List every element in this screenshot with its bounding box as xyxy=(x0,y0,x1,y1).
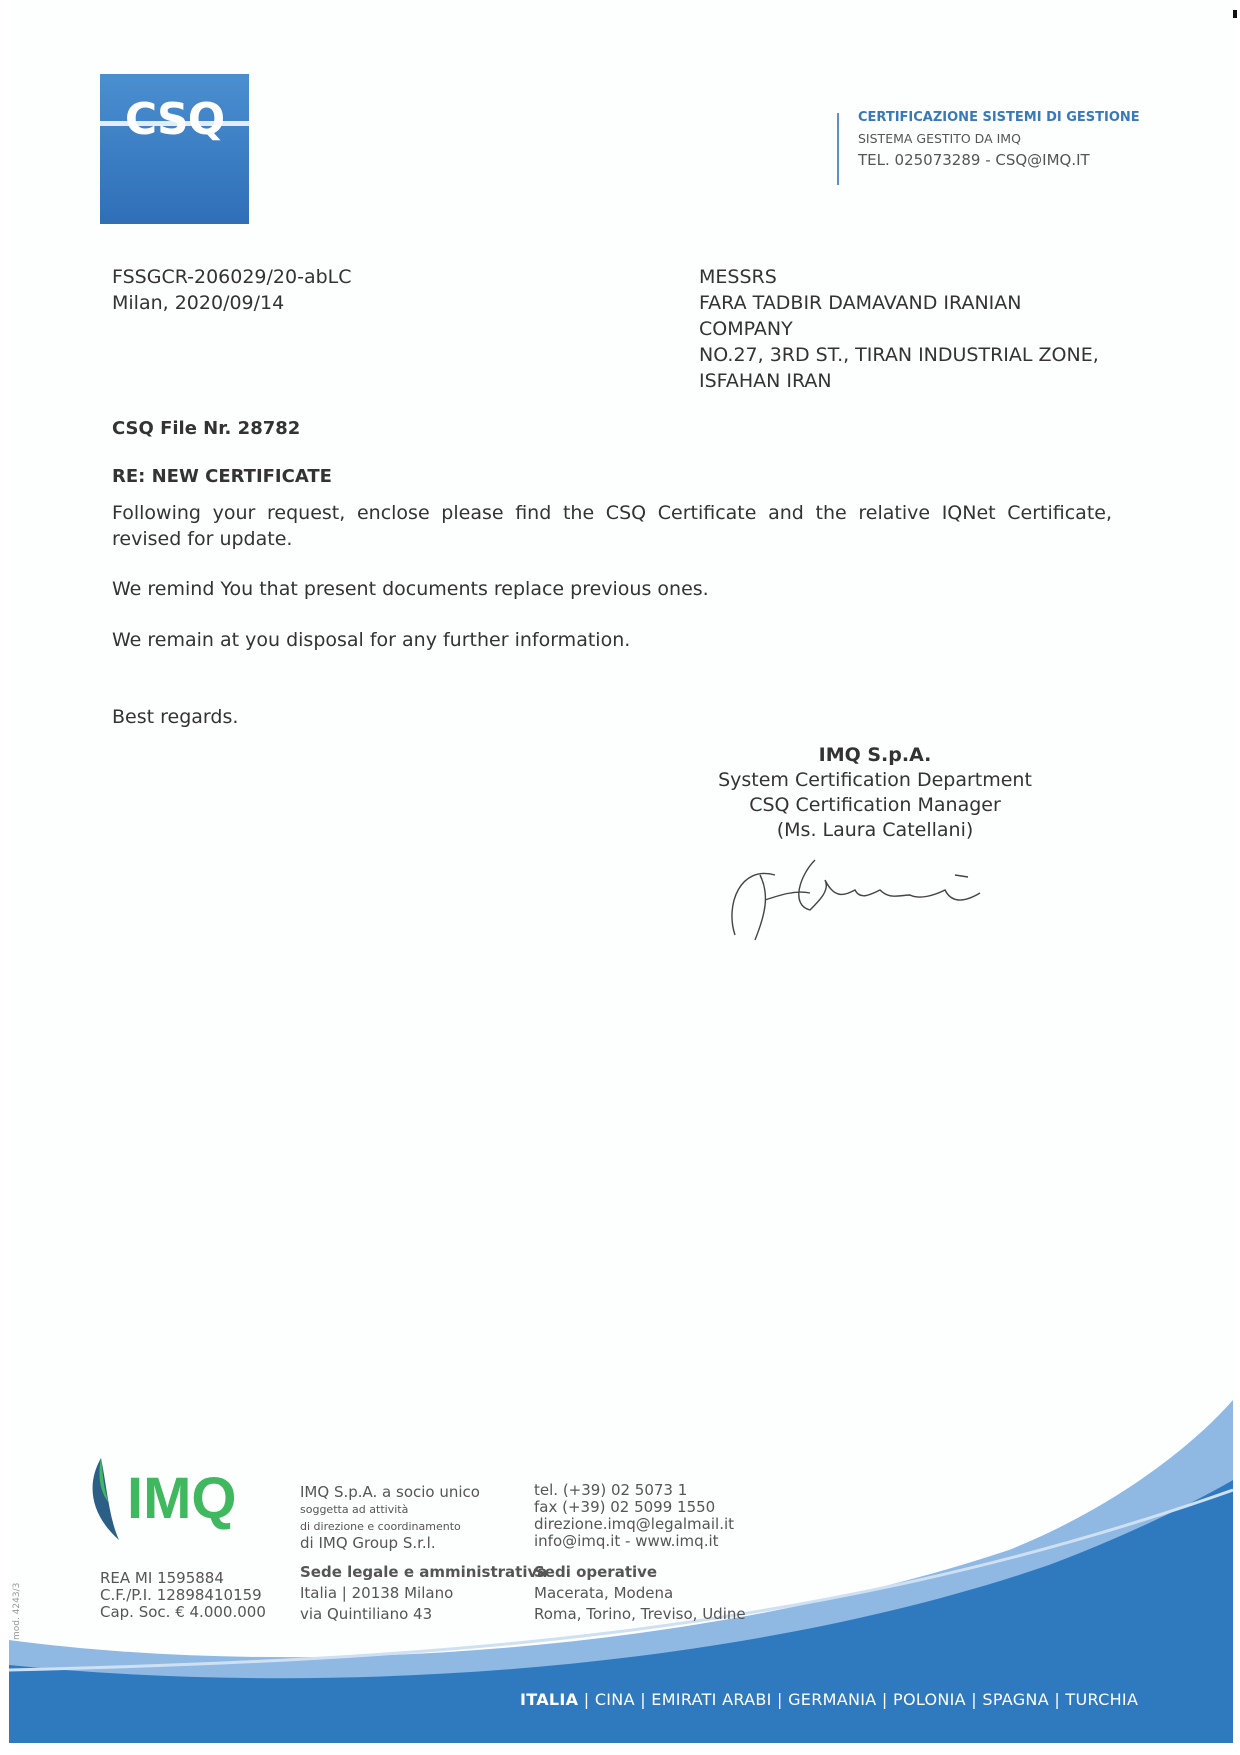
registry-line: C.F./P.I. 12898410159 xyxy=(100,1586,262,1604)
recipient-line: COMPANY xyxy=(699,318,793,340)
countries-list: ITALIA | CINA | EMIRATI ARABI | GERMANIA | POLONIA | SPAGNA | TURCHIA xyxy=(520,1690,1139,1709)
footer-ops xyxy=(534,1562,746,1625)
company-line: di IMQ Group S.r.l. xyxy=(300,1534,436,1552)
signer-name: (Ms. Laura Catellani) xyxy=(776,819,974,841)
contact-line: fax (+39) 02 5099 1550 xyxy=(534,1498,716,1516)
contact-line: direzione.imq@legalmail.it xyxy=(534,1515,735,1533)
country: POLONIA xyxy=(893,1690,966,1709)
recipient-line: ISFAHAN IRAN xyxy=(699,370,832,392)
recipient-block xyxy=(699,264,1099,394)
contact-line: info@imq.it - www.imq.it xyxy=(534,1532,719,1550)
contact-line: tel. (+39) 02 5073 1 xyxy=(534,1481,688,1499)
csq-logo xyxy=(100,74,249,224)
place-date: Milan, 2020/09/14 xyxy=(112,292,285,314)
country: CINA xyxy=(594,1690,635,1709)
country: GERMANIA xyxy=(788,1690,877,1709)
header-contact: TEL. 025073289 - CSQ@IMQ.IT xyxy=(858,151,1090,169)
footer-legal xyxy=(300,1562,547,1625)
header-divider xyxy=(837,113,839,185)
ops-line: Macerata, Modena xyxy=(534,1584,674,1602)
form-code: mod. 4243/3 xyxy=(12,1582,22,1640)
signer-department: System Certification Department xyxy=(718,769,1032,791)
country: TURCHIA xyxy=(1065,1690,1139,1709)
footer-registry xyxy=(100,1570,266,1621)
signature-block xyxy=(690,743,1060,843)
registry-line: REA MI 1595884 xyxy=(100,1569,224,1587)
file-number: CSQ File Nr. 28782 xyxy=(112,418,301,439)
country: SPAGNA xyxy=(982,1690,1049,1709)
recipient-line: MESSRS xyxy=(699,266,777,288)
handwritten-signature xyxy=(720,845,1000,955)
footer-company xyxy=(300,1484,480,1552)
paragraph-2: We remind You that present documents replace previous ones. xyxy=(112,578,709,600)
imq-logo xyxy=(89,1458,259,1543)
registry-line: Cap. Soc. € 4.000.000 xyxy=(100,1603,266,1621)
company-line: di direzione e coordinamento xyxy=(300,1520,461,1533)
legal-title: Sede legale e amministrativa xyxy=(300,1563,548,1581)
legal-line: Italia | 20138 Milano xyxy=(300,1584,454,1602)
imq-logo-text: IMQ xyxy=(127,1466,237,1531)
footer-contacts xyxy=(534,1482,734,1550)
country: EMIRATI ARABI xyxy=(651,1690,772,1709)
ops-title: Sedi operative xyxy=(534,1563,658,1581)
ops-line: Roma, Torino, Treviso, Udine xyxy=(534,1605,746,1623)
country: ITALIA xyxy=(520,1690,579,1709)
signer-company: IMQ S.p.A. xyxy=(818,744,932,766)
signer-role: CSQ Certification Manager xyxy=(749,794,1001,816)
dept-title: CERTIFICAZIONE SISTEMI DI GESTIONE xyxy=(858,110,1140,125)
closing: Best regards. xyxy=(112,706,239,728)
subject: RE: NEW CERTIFICATE xyxy=(112,466,332,487)
paragraph-1: Following your request, enclose please find the CSQ Certificate and the relative IQNet Certificate, revised for update. xyxy=(112,502,1112,550)
reference-code: FSSGCR-206029/20-abLC xyxy=(112,266,352,288)
recipient-line: NO.27, 3RD ST., TIRAN INDUSTRIAL ZONE, xyxy=(699,344,1099,366)
managed-by: SISTEMA GESTITO DA IMQ xyxy=(858,131,1021,146)
paragraph-3: We remain at you disposal for any further information. xyxy=(112,629,631,651)
recipient-line: FARA TADBIR DAMAVAND IRANIAN xyxy=(699,292,1022,314)
legal-line: via Quintiliano 43 xyxy=(300,1605,433,1623)
reference-block xyxy=(112,264,352,316)
company-line: IMQ S.p.A. a socio unico xyxy=(300,1483,480,1501)
company-line: soggetta ad attività xyxy=(300,1503,409,1516)
scan-mark xyxy=(1233,10,1237,18)
csq-logo-text: CSQ xyxy=(124,94,225,145)
